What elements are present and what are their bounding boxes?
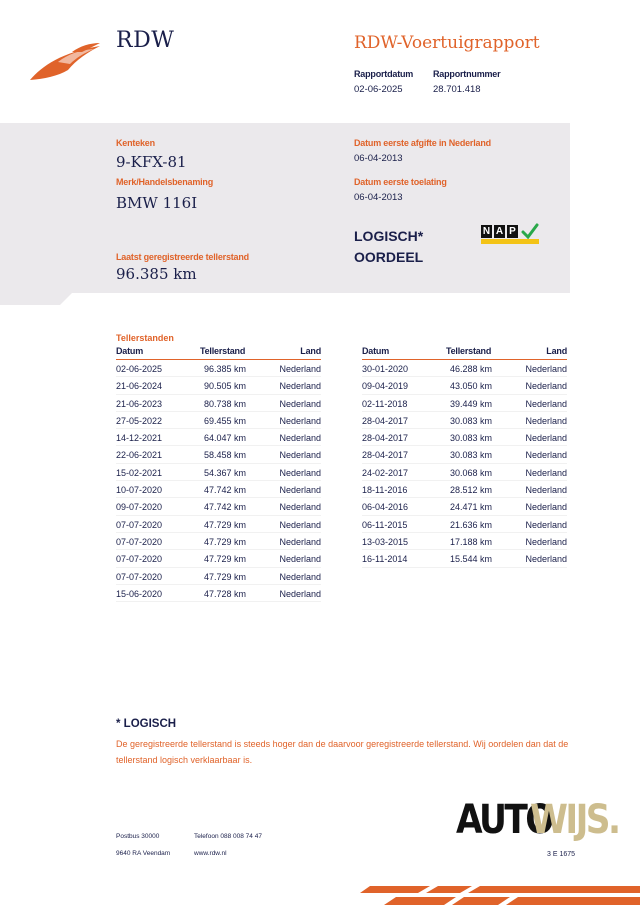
row-reading: 28.512 km — [450, 485, 493, 496]
nap-yellow-bar — [481, 239, 539, 244]
vehicle-summary-panel — [0, 123, 570, 293]
row-country: Nederland — [525, 485, 567, 496]
table-body — [362, 360, 567, 568]
table-row — [362, 360, 567, 377]
row-reading: 15.544 km — [450, 554, 493, 565]
row-date: 27-05-2022 — [116, 415, 163, 426]
row-date: 07-07-2020 — [116, 554, 163, 565]
brand-name: RDW — [116, 28, 175, 53]
page-code: 3 E 1675 — [547, 851, 576, 858]
col-reading-header: Tellerstand — [446, 346, 492, 356]
row-country: Nederland — [525, 519, 567, 530]
row-country: Nederland — [279, 554, 321, 565]
row-date: 13-03-2015 — [362, 536, 409, 547]
table-row — [116, 395, 321, 412]
row-date: 16-11-2014 — [362, 554, 408, 565]
row-country: Nederland — [279, 467, 321, 478]
row-country: Nederland — [525, 398, 567, 409]
row-country: Nederland — [279, 536, 321, 547]
row-reading: 80.738 km — [204, 398, 247, 409]
table-header — [362, 346, 567, 360]
watermark-auto: AUTO — [456, 797, 552, 843]
row-date: 07-07-2020 — [116, 536, 163, 547]
panel-notch-decoration — [0, 293, 72, 305]
odometer-value: 96.385 km — [116, 265, 197, 283]
row-reading: 69.455 km — [204, 415, 247, 426]
table-row — [116, 481, 321, 498]
plate-label: Kenteken — [116, 138, 155, 148]
odometer-section-title: Tellerstanden — [116, 333, 174, 343]
row-reading: 47.728 km — [204, 588, 247, 599]
table-row — [116, 516, 321, 533]
rdw-logo-icon — [28, 40, 104, 82]
plate-value: 9-KFX-81 — [116, 153, 187, 171]
bottom-stripes-decoration — [360, 883, 640, 910]
table-row — [362, 481, 567, 498]
verdict — [354, 226, 423, 268]
row-date: 30-01-2020 — [362, 364, 409, 374]
make-value: BMW 116I — [116, 194, 198, 212]
row-country: Nederland — [279, 433, 321, 444]
verdict-line-2: OORDEEL — [354, 249, 424, 265]
table-row — [362, 533, 567, 550]
row-date: 14-12-2021 — [116, 433, 163, 444]
row-country: Nederland — [525, 433, 567, 444]
row-country: Nederland — [279, 450, 321, 461]
row-country: Nederland — [525, 450, 567, 461]
row-date: 02-06-2025 — [116, 364, 163, 374]
row-date: 06-11-2015 — [362, 519, 408, 530]
row-date: 21-06-2023 — [116, 398, 163, 409]
row-date: 09-07-2020 — [116, 502, 163, 513]
row-date: 07-07-2020 — [116, 519, 163, 530]
row-country: Nederland — [279, 571, 321, 582]
col-country-header: Land — [546, 346, 567, 356]
table-body — [116, 360, 321, 602]
footer-website[interactable]: www.rdw.nl — [194, 850, 227, 857]
col-date-header: Datum — [116, 346, 144, 356]
row-reading: 24.471 km — [450, 502, 493, 513]
table-row — [116, 550, 321, 567]
table-row — [116, 498, 321, 515]
nap-letter-p: P — [507, 225, 518, 238]
row-date: 15-02-2021 — [116, 467, 163, 478]
col-country-header: Land — [300, 346, 321, 356]
first-admission-label: Datum eerste toelating — [354, 177, 447, 187]
row-reading: 47.729 km — [204, 554, 247, 565]
row-country: Nederland — [525, 467, 567, 478]
row-date: 02-11-2018 — [362, 398, 408, 409]
row-date: 22-06-2021 — [116, 450, 163, 461]
row-country: Nederland — [525, 364, 567, 374]
row-country: Nederland — [525, 415, 567, 426]
watermark-wijs: WIJS. — [530, 797, 619, 843]
row-country: Nederland — [525, 381, 567, 392]
table-row — [362, 516, 567, 533]
table-row — [362, 498, 567, 515]
table-row — [116, 568, 321, 585]
table-header — [116, 346, 321, 360]
row-reading: 30.083 km — [450, 433, 493, 444]
col-date-header: Datum — [362, 346, 390, 356]
checkmark-icon — [521, 223, 539, 239]
report-title: RDW-Voertuigrapport — [354, 33, 540, 53]
row-date: 07-07-2020 — [116, 571, 163, 582]
make-label: Merk/Handelsbenaming — [116, 177, 214, 187]
footnote-title: * LOGISCH — [116, 718, 177, 730]
table-row — [362, 412, 567, 429]
row-reading: 30.083 km — [450, 415, 493, 426]
row-reading: 90.505 km — [204, 381, 247, 392]
footer-postcode: 9640 RA Veendam — [116, 850, 171, 857]
row-country: Nederland — [525, 502, 567, 513]
first-nl-value: 06-04-2013 — [354, 153, 403, 164]
row-date: 21-06-2024 — [116, 381, 163, 392]
table-row — [362, 464, 567, 481]
table-row — [362, 550, 567, 567]
table-row — [116, 412, 321, 429]
row-date: 10-07-2020 — [116, 485, 163, 496]
footer-phone: Telefoon 088 008 74 47 — [194, 833, 262, 840]
row-date: 28-04-2017 — [362, 415, 409, 426]
row-country: Nederland — [525, 554, 567, 565]
nap-letter-a: A — [495, 226, 504, 237]
table-row — [116, 377, 321, 394]
nap-letter-n: N — [482, 226, 491, 237]
row-country: Nederland — [525, 536, 567, 547]
row-date: 09-04-2019 — [362, 381, 409, 392]
first-nl-label: Datum eerste afgifte in Nederland — [354, 138, 491, 148]
row-reading: 47.742 km — [204, 485, 247, 496]
odometer-table-right — [362, 346, 567, 568]
report-date: 02-06-2025 — [354, 84, 403, 95]
row-reading: 54.367 km — [204, 467, 247, 478]
row-country: Nederland — [279, 502, 321, 513]
row-reading: 58.458 km — [204, 450, 247, 461]
row-country: Nederland — [279, 415, 321, 426]
table-row — [362, 377, 567, 394]
report-number-label: Rapportnummer — [433, 69, 501, 79]
table-row — [116, 446, 321, 463]
row-reading: 46.288 km — [450, 364, 493, 374]
odometer-label: Laatst geregistreerde tellerstand — [116, 252, 249, 262]
row-reading: 64.047 km — [204, 433, 247, 444]
row-reading: 43.050 km — [450, 381, 493, 392]
autowijs-watermark — [456, 797, 619, 843]
row-reading: 96.385 km — [204, 364, 247, 374]
row-date: 06-04-2016 — [362, 502, 409, 513]
row-date: 18-11-2016 — [362, 485, 408, 496]
nap-badge — [481, 223, 539, 245]
row-reading: 47.729 km — [204, 519, 247, 530]
row-reading: 21.636 km — [450, 519, 493, 530]
row-country: Nederland — [279, 398, 321, 409]
row-country: Nederland — [279, 519, 321, 530]
table-row — [116, 360, 321, 377]
table-row — [116, 585, 321, 602]
row-country: Nederland — [279, 485, 321, 496]
col-reading-header: Tellerstand — [200, 346, 246, 356]
row-date: 28-04-2017 — [362, 450, 409, 461]
row-date: 28-04-2017 — [362, 433, 409, 444]
row-date: 24-02-2017 — [362, 467, 409, 478]
table-row — [362, 429, 567, 446]
table-row — [116, 533, 321, 550]
table-row — [116, 464, 321, 481]
row-reading: 47.729 km — [204, 536, 247, 547]
verdict-line-1: LOGISCH* — [354, 228, 424, 244]
row-country: Nederland — [279, 364, 321, 374]
row-reading: 39.449 km — [450, 398, 493, 409]
report-date-label: Rapportdatum — [354, 69, 414, 79]
footnote-text: De geregistreerde tellerstand is steeds hoger dan de daarvoor geregistreerde tellerstand. Wij oordelen dan dat de tellerstand logisch verklaarbaar is. — [116, 739, 569, 765]
row-reading: 30.083 km — [450, 450, 493, 461]
first-admission-value: 06-04-2013 — [354, 192, 403, 203]
row-reading: 17.188 km — [450, 536, 493, 547]
table-row — [116, 429, 321, 446]
footer-postbus: Postbus 30000 — [116, 833, 160, 840]
row-reading: 47.729 km — [204, 571, 247, 582]
row-date: 15-06-2020 — [116, 588, 163, 599]
row-reading: 47.742 km — [204, 502, 247, 513]
table-row — [362, 395, 567, 412]
row-reading: 30.068 km — [450, 467, 493, 478]
row-country: Nederland — [279, 381, 321, 392]
row-country: Nederland — [279, 588, 321, 599]
odometer-table-left — [116, 346, 321, 602]
table-row — [362, 446, 567, 463]
report-number: 28.701.418 — [433, 84, 481, 95]
